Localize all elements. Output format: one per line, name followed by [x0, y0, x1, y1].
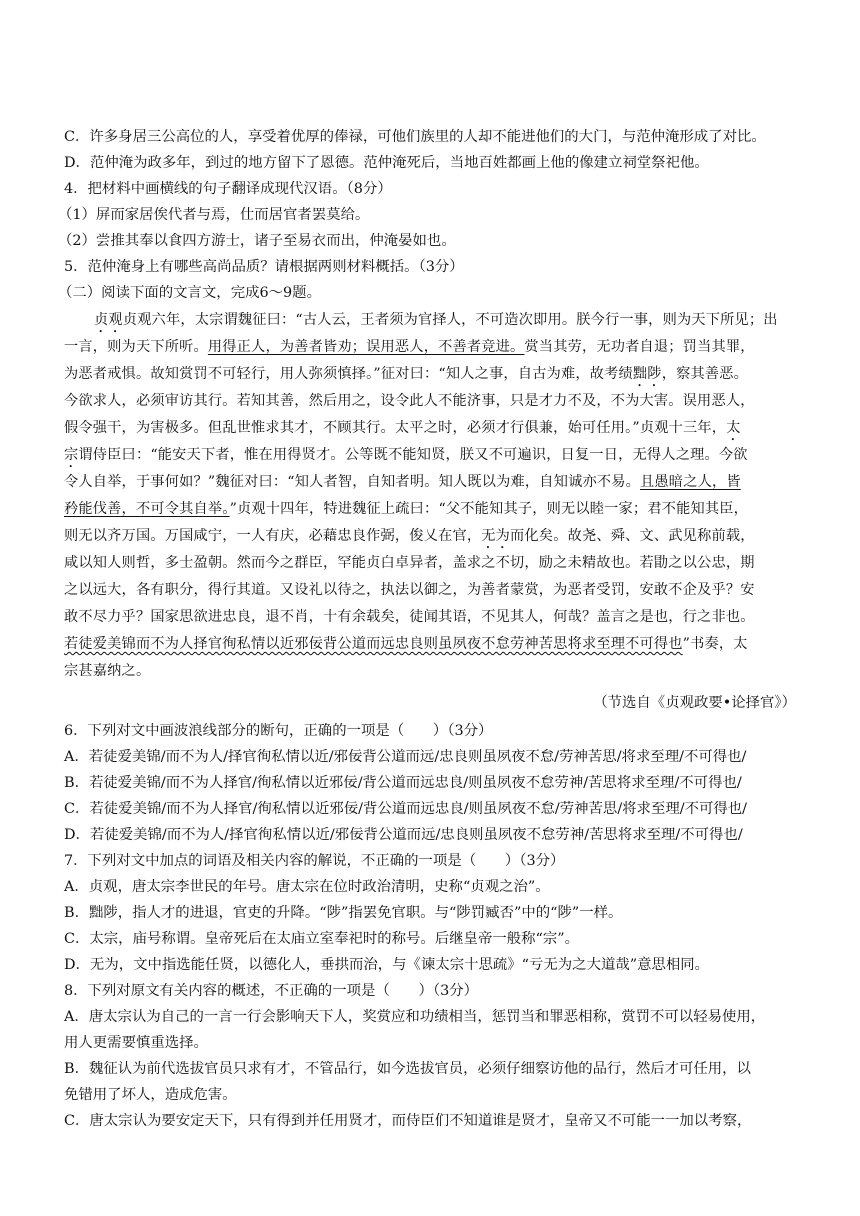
- question-4-sub-2: （2）尝推其奉以食四方游士，诸子至易衣而出，仲淹晏如也。: [58, 233, 456, 249]
- passage-text: 则无以齐万国。万国咸宁，一人有庆，必藉忠良作弼，俊乂在官，: [64, 528, 482, 544]
- dotted-term-zhenguan: 贞观: [94, 312, 123, 328]
- passage-line: [64, 496, 800, 522]
- passage-text: 而化矣。故尧、舜、文、武见称前载，: [510, 528, 755, 544]
- passage-line: [64, 361, 800, 390]
- passage-text: 为恶者戒惧。故知赏罚不可轻行，用人弥须慎择。”征对曰：“知人之事，自古为难，故考绩: [64, 366, 633, 382]
- passage-text: 赏当其劳，无功者自退；罚当其罪，: [524, 339, 755, 355]
- passage-line: [64, 415, 800, 444]
- section-2-heading: （二）阅读下面的文言文，完成6～9题。: [58, 285, 321, 301]
- passage-line: 今欲求人，必须审访其行。若知其善，然后用之，设令此人不能济事，只是才力不及，不为大害。误用恶人，: [64, 393, 755, 409]
- dotted-term-chuzhi: 黜陟: [632, 366, 662, 382]
- passage-text: 一言，则为天下所听。: [64, 339, 208, 355]
- option-c-line: C．许多身居三公高位的人，享受着优厚的俸禄，可他们族里的人却不能进他们的大门，与范仲淹形成了对比。: [64, 129, 766, 145]
- question-7-option-a: A．贞观，唐太宗李世民的年号。唐太宗在位时政治清明，史称“贞观之治”。: [64, 879, 550, 895]
- dotted-term-taizong: 太: [726, 420, 741, 436]
- underlined-sentence: 矜能伐善，不可令其自举。: [64, 501, 230, 517]
- question-8-option-c: C．唐太宗认为要安定天下，只有得到并任用贤才，而侍臣们不知道谁是贤才，皇帝又不可能一一加以考察，: [64, 1113, 752, 1129]
- passage-line: 宗甚嘉纳之。: [64, 663, 151, 679]
- question-7-stem: 7．下列对文中加点的词语及相关内容的解说，不正确的一项是（ ）（3分）: [64, 853, 565, 869]
- passage-line: 敢不尽力乎？国家思欲进忠良，退不肖，十有余载矣，徒闻其语，不见其人，何哉？盖言之是也，行之非也。: [64, 609, 755, 625]
- passage-text: 令人自举，于事何如？”魏征对曰：“知人者智，自知者明。知人既以为难，自知诚亦不易。: [64, 474, 641, 490]
- passage-line: [64, 631, 800, 657]
- question-6-option-b: B．若徒爱美锦/而不为人择官/徇私情以近邪佞/背公道而远忠良/则虽夙夜不怠劳神/苦思将求至理/不可得也/: [64, 775, 742, 791]
- passage-line: [64, 334, 800, 360]
- passage-text: 贞观六年，太宗谓魏征曰：“古人云，王者须为官择人，不可造次即用。朕今行一事，则为天下所见；出: [122, 312, 778, 328]
- passage-text: 假令强干，为害极多。但乱世惟求其才，不顾其行。太平之时，必须才行俱兼，始可任用。”贞观十三年，: [64, 420, 727, 436]
- option-d-line: D．范仲淹为政多年，到过的地方留下了恩德。范仲淹死后，当地百姓都画上他的像建立祠堂祭祀他。: [64, 155, 709, 171]
- passage-line: [64, 523, 800, 552]
- passage-line: [64, 469, 800, 495]
- question-6-option-c: C．若徒爱美锦/而不为人择官/徇私情以近邪佞/背公道而远忠良/则虽夙夜不怠/劳神苦思/将求至理/不可得也/: [64, 801, 747, 817]
- dotted-term-wuwei: 无为: [481, 528, 511, 544]
- question-7-option-b: B．黜陟，指人才的进退，官吏的升降。“陟”指罢免官职。与“陟罚臧否”中的“陟”一样。: [64, 905, 623, 921]
- passage-line: 咸以知人则哲，多士盈朝。然而今之群臣，罕能贞白卓异者，盖求之不切，励之未精故也。若勖之以公忠，期: [64, 555, 755, 571]
- question-5-stem: 5．范仲淹身上有哪些高尚品质？请根据两则材料概括。（3分）: [64, 259, 464, 275]
- question-8-option-a-cont: 用人更需要慎重选择。: [64, 1035, 208, 1051]
- question-8-stem: 8．下列对原文有关内容的概述，不正确的一项是（ ）（3分）: [64, 983, 479, 999]
- passage-line: 之以远大，各有职分，得行其道。又设礼以待之，执法以御之，为善者蒙赏，为恶者受罚，安敢不企及乎？安: [64, 582, 755, 598]
- dotted-term-taizong: 宗: [64, 447, 79, 463]
- question-6-stem: 6．下列对文中画波浪线部分的断句，正确的一项是（ ）（3分）: [64, 723, 493, 739]
- question-4-stem: 4．把材料中画横线的句子翻译成现代汉语。（8分）: [64, 181, 392, 197]
- question-8-option-b-cont: 免错用了坏人，造成危害。: [64, 1087, 237, 1103]
- question-6-option-d: D．若徒爱美锦/而不为人/择官徇私情以近/邪佞背公道而远/忠良则虽夙夜不怠劳神/苦思将求至理/不可得也/: [64, 827, 743, 843]
- question-8-option-a: A．唐太宗认为自己的一言一行会影响天下人，奖赏应和功绩相当，惩罚当和罪恶相称，赏罚不可以轻易使用，: [64, 1009, 766, 1025]
- underlined-sentence: 且愚暗之人，皆: [640, 474, 741, 490]
- question-7-option-c: C．太宗，庙号称谓。皇帝死后在太庙立室奉祀时的称号。后继皇帝一般称“宗”。: [64, 931, 580, 947]
- underlined-sentence: 用得正人，为善者皆劝；误用恶人，不善者竞进。: [207, 339, 525, 355]
- passage-source: （节选自《贞观政要•论择官》）: [593, 695, 796, 711]
- passage-text: ”书奏，太: [682, 636, 748, 652]
- question-7-option-d: D．无为，文中指选能任贤，以德化人，垂拱而治，与《谏太宗十思疏》“亏无为之大道哉”意思相同。: [64, 957, 710, 973]
- question-6-option-a: A．若徒爱美锦/而不为人/择官徇私情以近/邪佞背公道而远/忠良则虽夙夜不怠/劳神苦思/将求至理/不可得也/: [64, 749, 747, 765]
- question-8-option-b: B．魏征认为前代选拔官员只求有才，不管品行，如今选拔官员，必须仔细察访他的品行，然后才可任用，以: [64, 1061, 751, 1077]
- question-4-sub-1: （1）屏而家居俟代者与焉，仕而居官者罢莫给。: [58, 207, 370, 223]
- passage-text: ，察其善恶。: [661, 366, 749, 382]
- passage-line: [64, 442, 800, 471]
- wavy-underlined-sentence: 若徒爱美锦而不为人择官徇私情以近邪佞背公道而远忠良则虽夙夜不怠劳神苦思将求至理不可得也: [64, 636, 683, 652]
- passage-line: [94, 307, 800, 336]
- passage-text: 谓侍臣曰：“能安天下者，惟在用得贤才。公等既不能知贤，朕又不可遍识，日复一日，无得人之理。今欲: [78, 447, 748, 463]
- passage-text: ”贞观十四年，特进魏征上疏曰：“父不能知其子，则无以睦一家；君不能知其臣，: [229, 501, 749, 517]
